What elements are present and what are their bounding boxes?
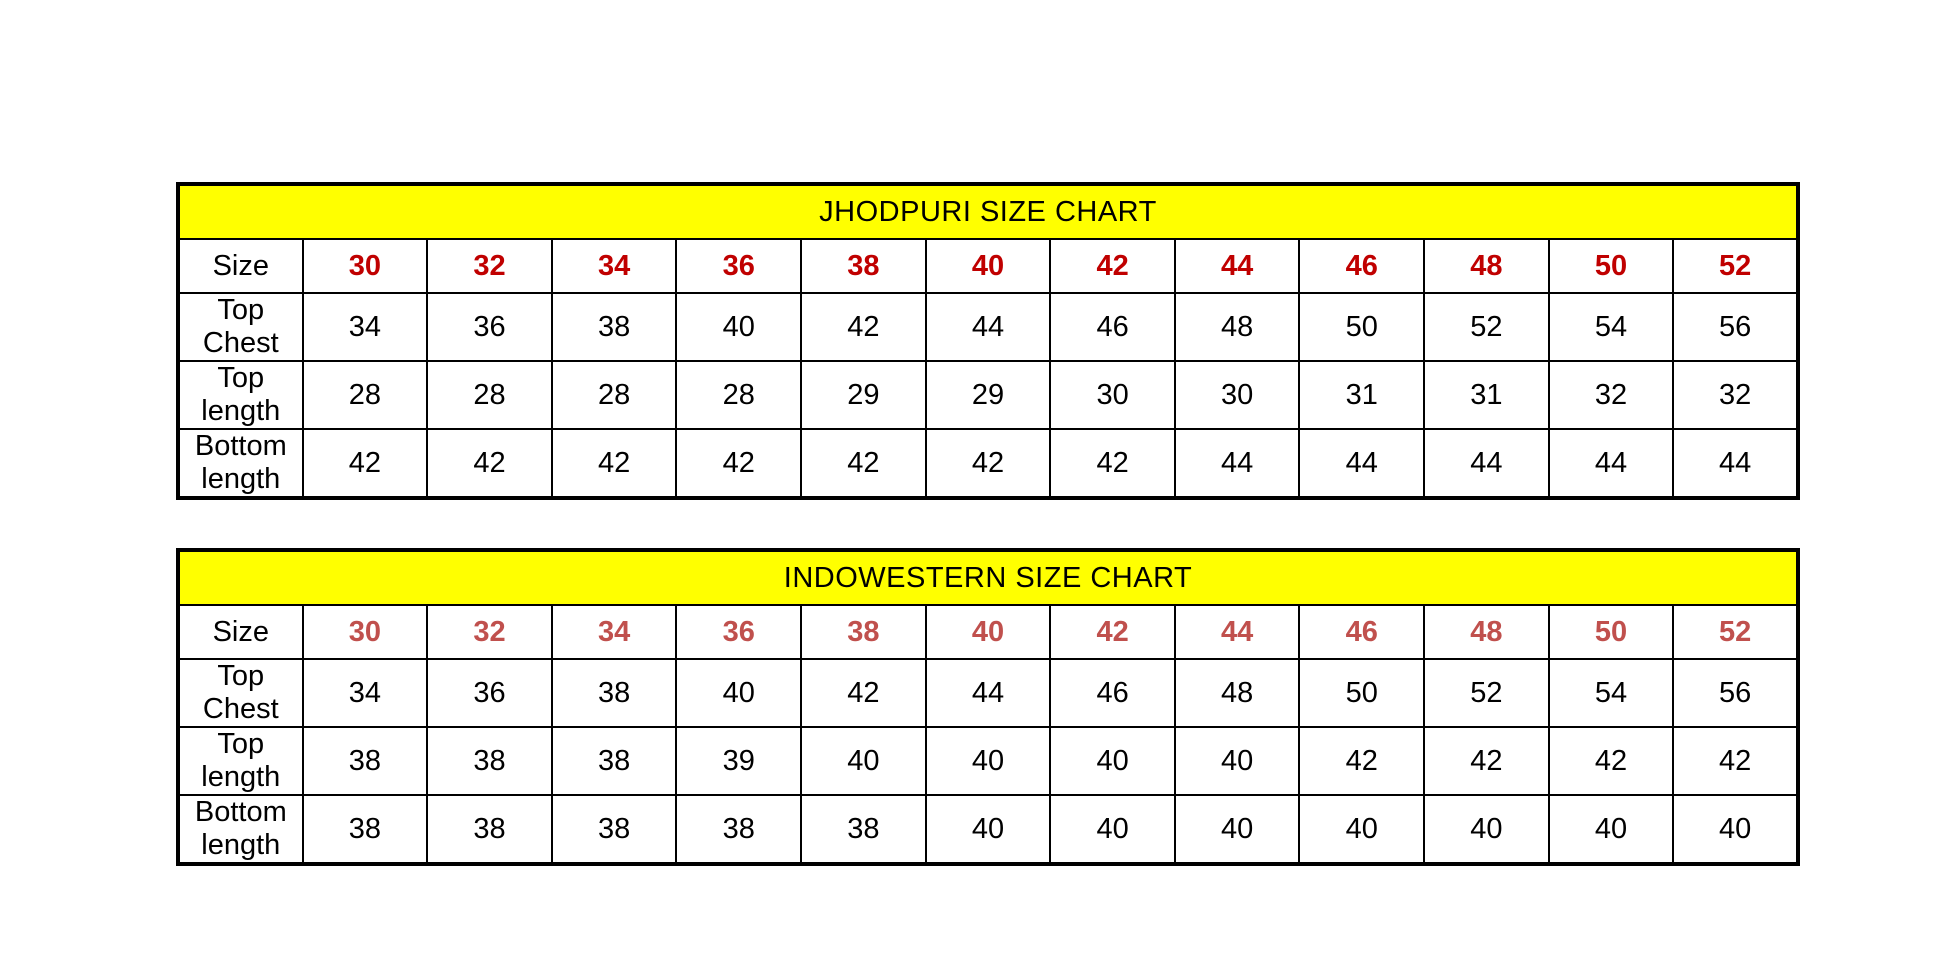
cell: 44 [1673,429,1798,498]
size-label: Size [178,605,303,659]
cell: 48 [1175,659,1300,727]
cell: 50 [1299,659,1424,727]
cell: 56 [1673,293,1798,361]
cell: 42 [801,429,926,498]
size-label: Size [178,239,303,293]
row-label-bottom-length: Bottom length [178,795,303,864]
size-head-34: 34 [552,605,677,659]
cell: 40 [676,293,801,361]
size-head-30: 30 [303,239,428,293]
size-head-50: 50 [1549,605,1674,659]
table-row [178,293,1798,361]
cell: 44 [1424,429,1549,498]
cell: 40 [1424,795,1549,864]
cell: 42 [801,293,926,361]
row-label-top-chest: Top Chest [178,293,303,361]
cell: 30 [1050,361,1175,429]
size-head-38: 38 [801,605,926,659]
cell: 38 [427,727,552,795]
jhodpuri-title: JHODPURI SIZE CHART [178,184,1798,239]
table-header-row [178,605,1798,659]
cell: 38 [303,727,428,795]
indowestern-size-table [176,548,1800,866]
cell: 56 [1673,659,1798,727]
cell: 48 [1175,293,1300,361]
size-head-52: 52 [1673,239,1798,293]
cell: 39 [676,727,801,795]
cell: 40 [1673,795,1798,864]
cell: 31 [1424,361,1549,429]
cell: 40 [1175,795,1300,864]
row-label-top-length: Top length [178,727,303,795]
cell: 38 [552,293,677,361]
cell: 42 [801,659,926,727]
size-head-36: 36 [676,239,801,293]
size-head-34: 34 [552,239,677,293]
size-head-48: 48 [1424,605,1549,659]
cell: 42 [926,429,1051,498]
cell: 42 [1549,727,1674,795]
cell: 44 [926,293,1051,361]
size-head-46: 46 [1299,605,1424,659]
cell: 42 [1424,727,1549,795]
cell: 28 [552,361,677,429]
size-head-40: 40 [926,605,1051,659]
size-head-50: 50 [1549,239,1674,293]
cell: 38 [552,795,677,864]
cell: 44 [926,659,1051,727]
cell: 40 [801,727,926,795]
size-head-42: 42 [1050,605,1175,659]
cell: 28 [676,361,801,429]
cell: 32 [1549,361,1674,429]
cell: 28 [427,361,552,429]
cell: 34 [303,293,428,361]
cell: 52 [1424,659,1549,727]
size-head-38: 38 [801,239,926,293]
size-head-40: 40 [926,239,1051,293]
cell: 40 [926,795,1051,864]
cell: 38 [552,659,677,727]
cell: 29 [801,361,926,429]
cell: 40 [1050,727,1175,795]
table-row [178,659,1798,727]
cell: 42 [1050,429,1175,498]
size-head-32: 32 [427,239,552,293]
size-head-32: 32 [427,605,552,659]
cell: 42 [676,429,801,498]
cell: 36 [427,659,552,727]
cell: 34 [303,659,428,727]
cell: 46 [1050,293,1175,361]
cell: 40 [1050,795,1175,864]
size-head-44: 44 [1175,239,1300,293]
table-row [178,727,1798,795]
size-head-52: 52 [1673,605,1798,659]
cell: 40 [676,659,801,727]
size-head-42: 42 [1050,239,1175,293]
table-row [178,795,1798,864]
row-label-bottom-length: Bottom length [178,429,303,498]
table-row [178,429,1798,498]
cell: 30 [1175,361,1300,429]
indowestern-chart-block [176,548,1800,866]
cell: 50 [1299,293,1424,361]
cell: 46 [1050,659,1175,727]
table-title-row [178,550,1798,605]
cell: 32 [1673,361,1798,429]
size-head-30: 30 [303,605,428,659]
cell: 54 [1549,293,1674,361]
cell: 29 [926,361,1051,429]
size-head-48: 48 [1424,239,1549,293]
cell: 44 [1299,429,1424,498]
jhodpuri-chart-block [176,182,1800,500]
cell: 40 [926,727,1051,795]
jhodpuri-size-table [176,182,1800,500]
cell: 38 [801,795,926,864]
cell: 40 [1299,795,1424,864]
cell: 38 [427,795,552,864]
cell: 40 [1175,727,1300,795]
cell: 31 [1299,361,1424,429]
row-label-top-chest: Top Chest [178,659,303,727]
table-header-row [178,239,1798,293]
size-head-44: 44 [1175,605,1300,659]
table-row [178,361,1798,429]
cell: 42 [1299,727,1424,795]
row-label-top-length: Top length [178,361,303,429]
size-head-46: 46 [1299,239,1424,293]
cell: 42 [1673,727,1798,795]
cell: 42 [427,429,552,498]
cell: 38 [676,795,801,864]
cell: 44 [1549,429,1674,498]
cell: 52 [1424,293,1549,361]
cell: 28 [303,361,428,429]
table-title-row [178,184,1798,239]
size-chart-page [176,182,1800,914]
cell: 42 [303,429,428,498]
cell: 38 [303,795,428,864]
cell: 54 [1549,659,1674,727]
cell: 40 [1549,795,1674,864]
cell: 36 [427,293,552,361]
size-head-36: 36 [676,605,801,659]
cell: 38 [552,727,677,795]
indowestern-title: INDOWESTERN SIZE CHART [178,550,1798,605]
cell: 44 [1175,429,1300,498]
cell: 42 [552,429,677,498]
